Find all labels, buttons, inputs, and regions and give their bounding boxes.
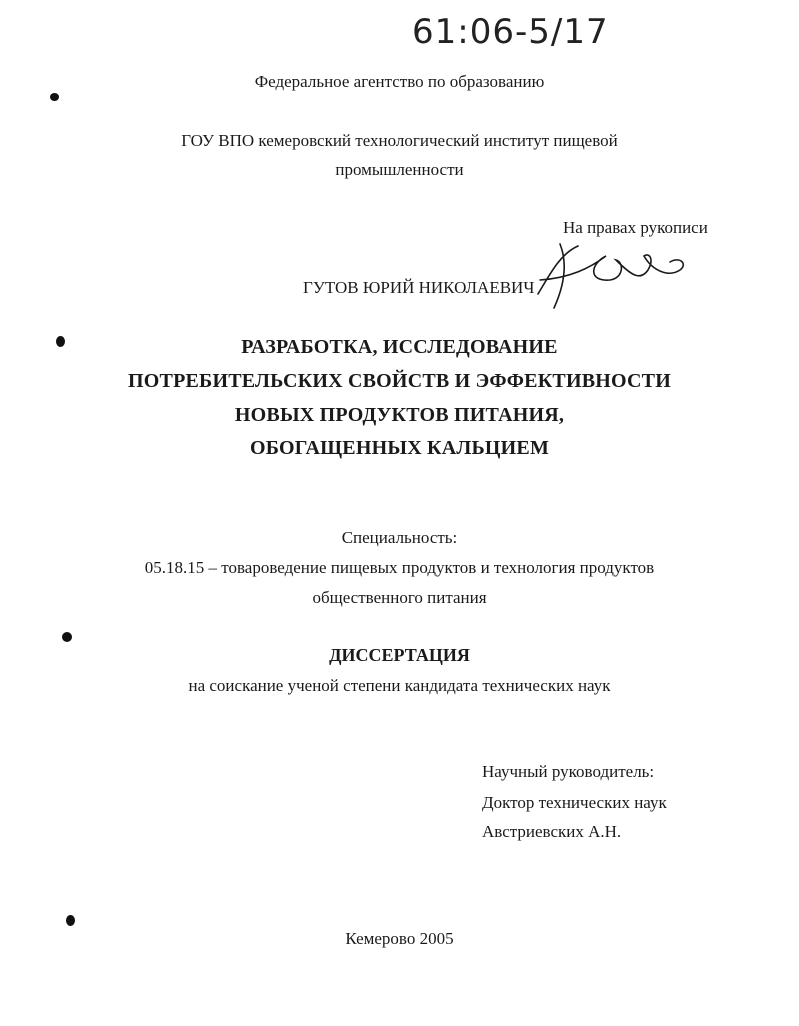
title-line-3: НОВЫХ ПРОДУКТОВ ПИТАНИЯ, xyxy=(234,404,565,426)
specialty-line-1: 05.18.15 – товароведение пищевых продуктов и технология продуктов xyxy=(144,558,655,577)
punch-hole-3 xyxy=(62,632,72,642)
degree-line: на соискание ученой степени кандидата технических наук xyxy=(188,676,611,695)
title-line-1: РАЗРАБОТКА, ИССЛЕДОВАНИЕ xyxy=(241,336,558,358)
punch-hole-4 xyxy=(66,915,75,926)
signature xyxy=(520,234,700,314)
punch-hole-1 xyxy=(50,93,59,101)
title-line-2: ПОТРЕБИТЕЛЬСКИХ СВОЙСТВ И ЭФФЕКТИВНОСТИ xyxy=(128,370,671,392)
agency-name: Федеральное агентство по образованию xyxy=(254,72,545,91)
specialty-line-2: общественного питания xyxy=(312,588,487,607)
author-name: ГУТОВ ЮРИЙ НИКОЛАЕВИЧ xyxy=(303,278,535,297)
place-year: Кемерово 2005 xyxy=(345,929,454,948)
advisor-name: Австриевских А.Н. xyxy=(482,822,622,841)
advisor-label: Научный руководитель: xyxy=(482,762,655,781)
institute-line-1: ГОУ ВПО кемеровский технологический институт пищевой xyxy=(181,131,618,150)
title-line-4: ОБОГАЩЕННЫХ КАЛЬЦИЕМ xyxy=(249,437,550,459)
manuscript-rights: На правах рукописи xyxy=(563,218,708,237)
advisor-title: Доктор технических наук xyxy=(482,793,667,812)
catalog-number: 61:06-5/17 xyxy=(412,12,609,52)
document-type: ДИССЕРТАЦИЯ xyxy=(329,645,470,665)
specialty-label: Специальность: xyxy=(341,528,458,547)
institute-line-2: промышленности xyxy=(335,160,464,179)
